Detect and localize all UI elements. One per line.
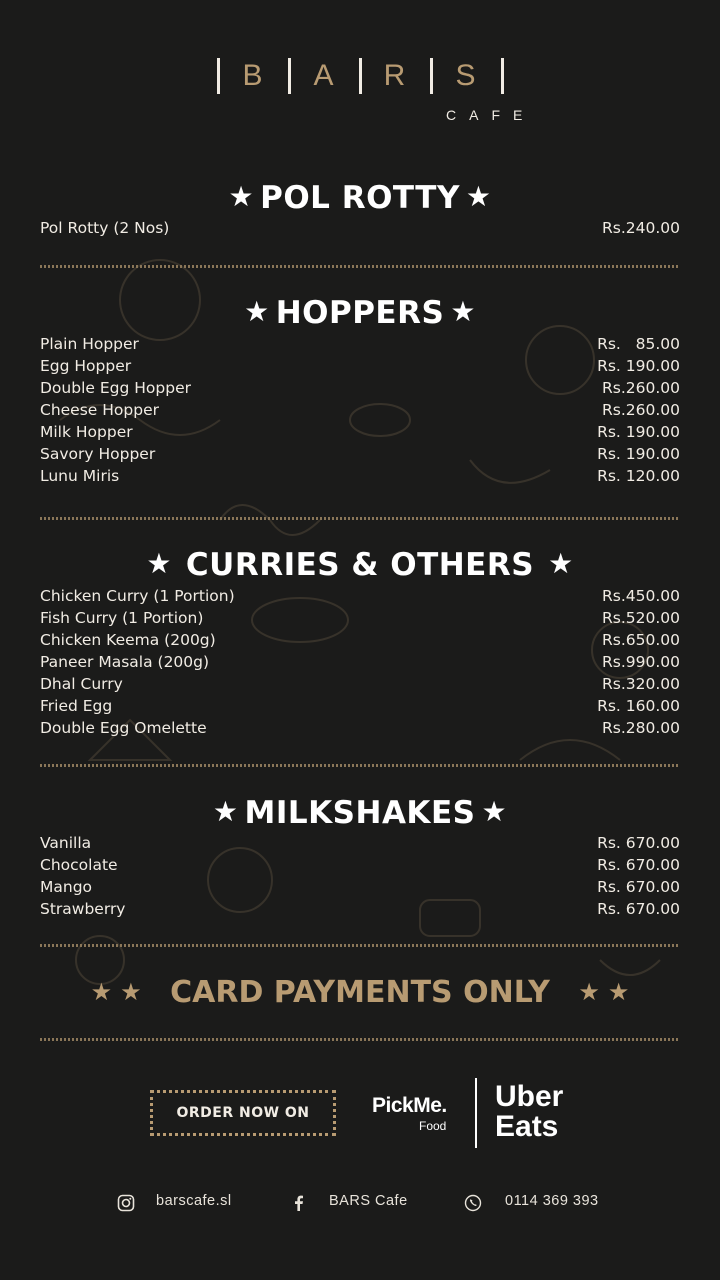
item-price: Rs. 120.00 — [597, 467, 680, 485]
instagram-handle[interactable]: barscafe.sl — [156, 1193, 232, 1209]
star-icon: ★ — [578, 978, 600, 1006]
phone-number[interactable]: 0114 369 393 — [505, 1193, 599, 1209]
section-title-pol-rotty: ★ POL ROTTY ★ — [228, 180, 492, 216]
section-title-hoppers: ★ HOPPERS ★ — [244, 295, 476, 331]
item-name: Egg Hopper — [40, 357, 132, 375]
item-name: Cheese Hopper — [40, 401, 159, 419]
item-name: Plain Hopper — [40, 335, 139, 353]
item-price: Rs.520.00 — [601, 609, 680, 627]
item-price: Rs. 190.00 — [597, 357, 680, 375]
menu-item — [40, 333, 680, 355]
item-price: Rs.240.00 — [601, 219, 680, 237]
order-now-button[interactable]: ORDER NOW ON — [150, 1090, 336, 1136]
item-price: Rs. 670.00 — [597, 900, 680, 918]
menu-item — [40, 651, 680, 673]
logo-separator — [475, 1078, 477, 1148]
uber-eats-logo[interactable]: Uber Eats — [495, 1080, 564, 1143]
star-icon: ★ — [120, 978, 142, 1006]
star-icon: ★ — [146, 547, 172, 580]
item-price: Rs. 190.00 — [597, 423, 680, 441]
divider — [40, 944, 680, 947]
instagram-icon[interactable] — [117, 1194, 135, 1212]
divider — [40, 517, 680, 520]
item-name: Lunu Miris — [40, 467, 120, 485]
menu-item — [40, 695, 680, 717]
menu-item — [40, 854, 680, 876]
section-title-milkshakes: ★ MILKSHAKES ★ — [212, 795, 508, 831]
item-price: Rs. 670.00 — [597, 856, 680, 874]
item-name: Milk Hopper — [40, 423, 133, 441]
logo-letter: R — [383, 59, 408, 92]
facebook-page[interactable]: BARS Cafe — [329, 1193, 408, 1209]
star-icon: ★ — [465, 180, 492, 213]
menu-item — [40, 898, 680, 920]
item-price: Rs. 160.00 — [597, 697, 680, 715]
item-price: Rs.260.00 — [601, 379, 680, 397]
item-price: Rs. 670.00 — [597, 878, 680, 896]
item-name: Vanilla — [40, 834, 92, 852]
menu-item — [40, 585, 680, 607]
menu-item — [40, 377, 680, 399]
item-name: Fried Egg — [40, 697, 113, 715]
menu-item — [40, 629, 680, 651]
menu-list-pol-rotty — [40, 217, 680, 239]
item-name: Savory Hopper — [40, 445, 156, 463]
menu-list-curries — [40, 585, 680, 739]
star-icon: ★ — [450, 295, 476, 328]
item-price: Rs.650.00 — [601, 631, 680, 649]
menu-item — [40, 607, 680, 629]
menu-item — [40, 355, 680, 377]
brand-logo — [0, 58, 720, 94]
item-name: Fish Curry (1 Portion) — [40, 609, 204, 627]
item-name: Mango — [40, 878, 93, 896]
item-name: Chocolate — [40, 856, 118, 874]
item-name: Chicken Keema (200g) — [40, 631, 216, 649]
menu-item — [40, 217, 680, 239]
logo-letter: A — [313, 59, 336, 92]
menu-item — [40, 876, 680, 898]
item-price: Rs.320.00 — [601, 675, 680, 693]
divider — [40, 265, 680, 268]
logo-letter: B — [242, 59, 265, 92]
star-icon: ★ — [90, 978, 113, 1006]
item-price: Rs. 670.00 — [597, 834, 680, 852]
menu-item — [40, 465, 680, 487]
section-title-curries: ★ CURRIES & OTHERS ★ — [146, 547, 574, 583]
facebook-icon[interactable] — [290, 1194, 308, 1212]
item-price: Rs.450.00 — [601, 587, 680, 605]
menu-list-hoppers — [40, 333, 680, 487]
star-icon: ★ — [228, 180, 255, 213]
item-name: Dhal Curry — [40, 675, 123, 693]
divider — [40, 1038, 680, 1041]
menu-item — [40, 399, 680, 421]
item-name: Double Egg Omelette — [40, 719, 207, 737]
pickme-food-label: Food — [419, 1119, 447, 1133]
item-name: Paneer Masala (200g) — [40, 653, 210, 671]
logo-letter: S — [455, 59, 478, 92]
star-icon: ★ — [244, 295, 270, 328]
logo-subtitle: CAFE — [446, 107, 536, 123]
menu-item — [40, 673, 680, 695]
divider — [40, 764, 680, 767]
menu-item — [40, 717, 680, 739]
card-payments-notice: ★ ★ CARD PAYMENTS ONLY ★ ★ — [90, 975, 630, 1010]
menu-item — [40, 443, 680, 465]
item-price: Rs.280.00 — [601, 719, 680, 737]
star-icon: ★ — [481, 795, 508, 828]
menu-item — [40, 421, 680, 443]
item-name: Double Egg Hopper — [40, 379, 191, 397]
menu-list-milkshakes — [40, 832, 680, 920]
item-price: Rs. 190.00 — [597, 445, 680, 463]
item-name: Pol Rotty (2 Nos) — [40, 219, 170, 237]
menu-item — [40, 832, 680, 854]
phone-icon[interactable] — [464, 1194, 482, 1212]
item-price: Rs.990.00 — [601, 653, 680, 671]
item-price: Rs. 85.00 — [597, 335, 680, 353]
pickme-logo[interactable]: PickMe. — [372, 1094, 447, 1117]
item-name: Chicken Curry (1 Portion) — [40, 587, 235, 605]
item-price: Rs.260.00 — [601, 401, 680, 419]
star-icon: ★ — [607, 978, 630, 1006]
star-icon: ★ — [548, 547, 574, 580]
item-name: Strawberry — [40, 900, 126, 918]
star-icon: ★ — [212, 795, 239, 828]
